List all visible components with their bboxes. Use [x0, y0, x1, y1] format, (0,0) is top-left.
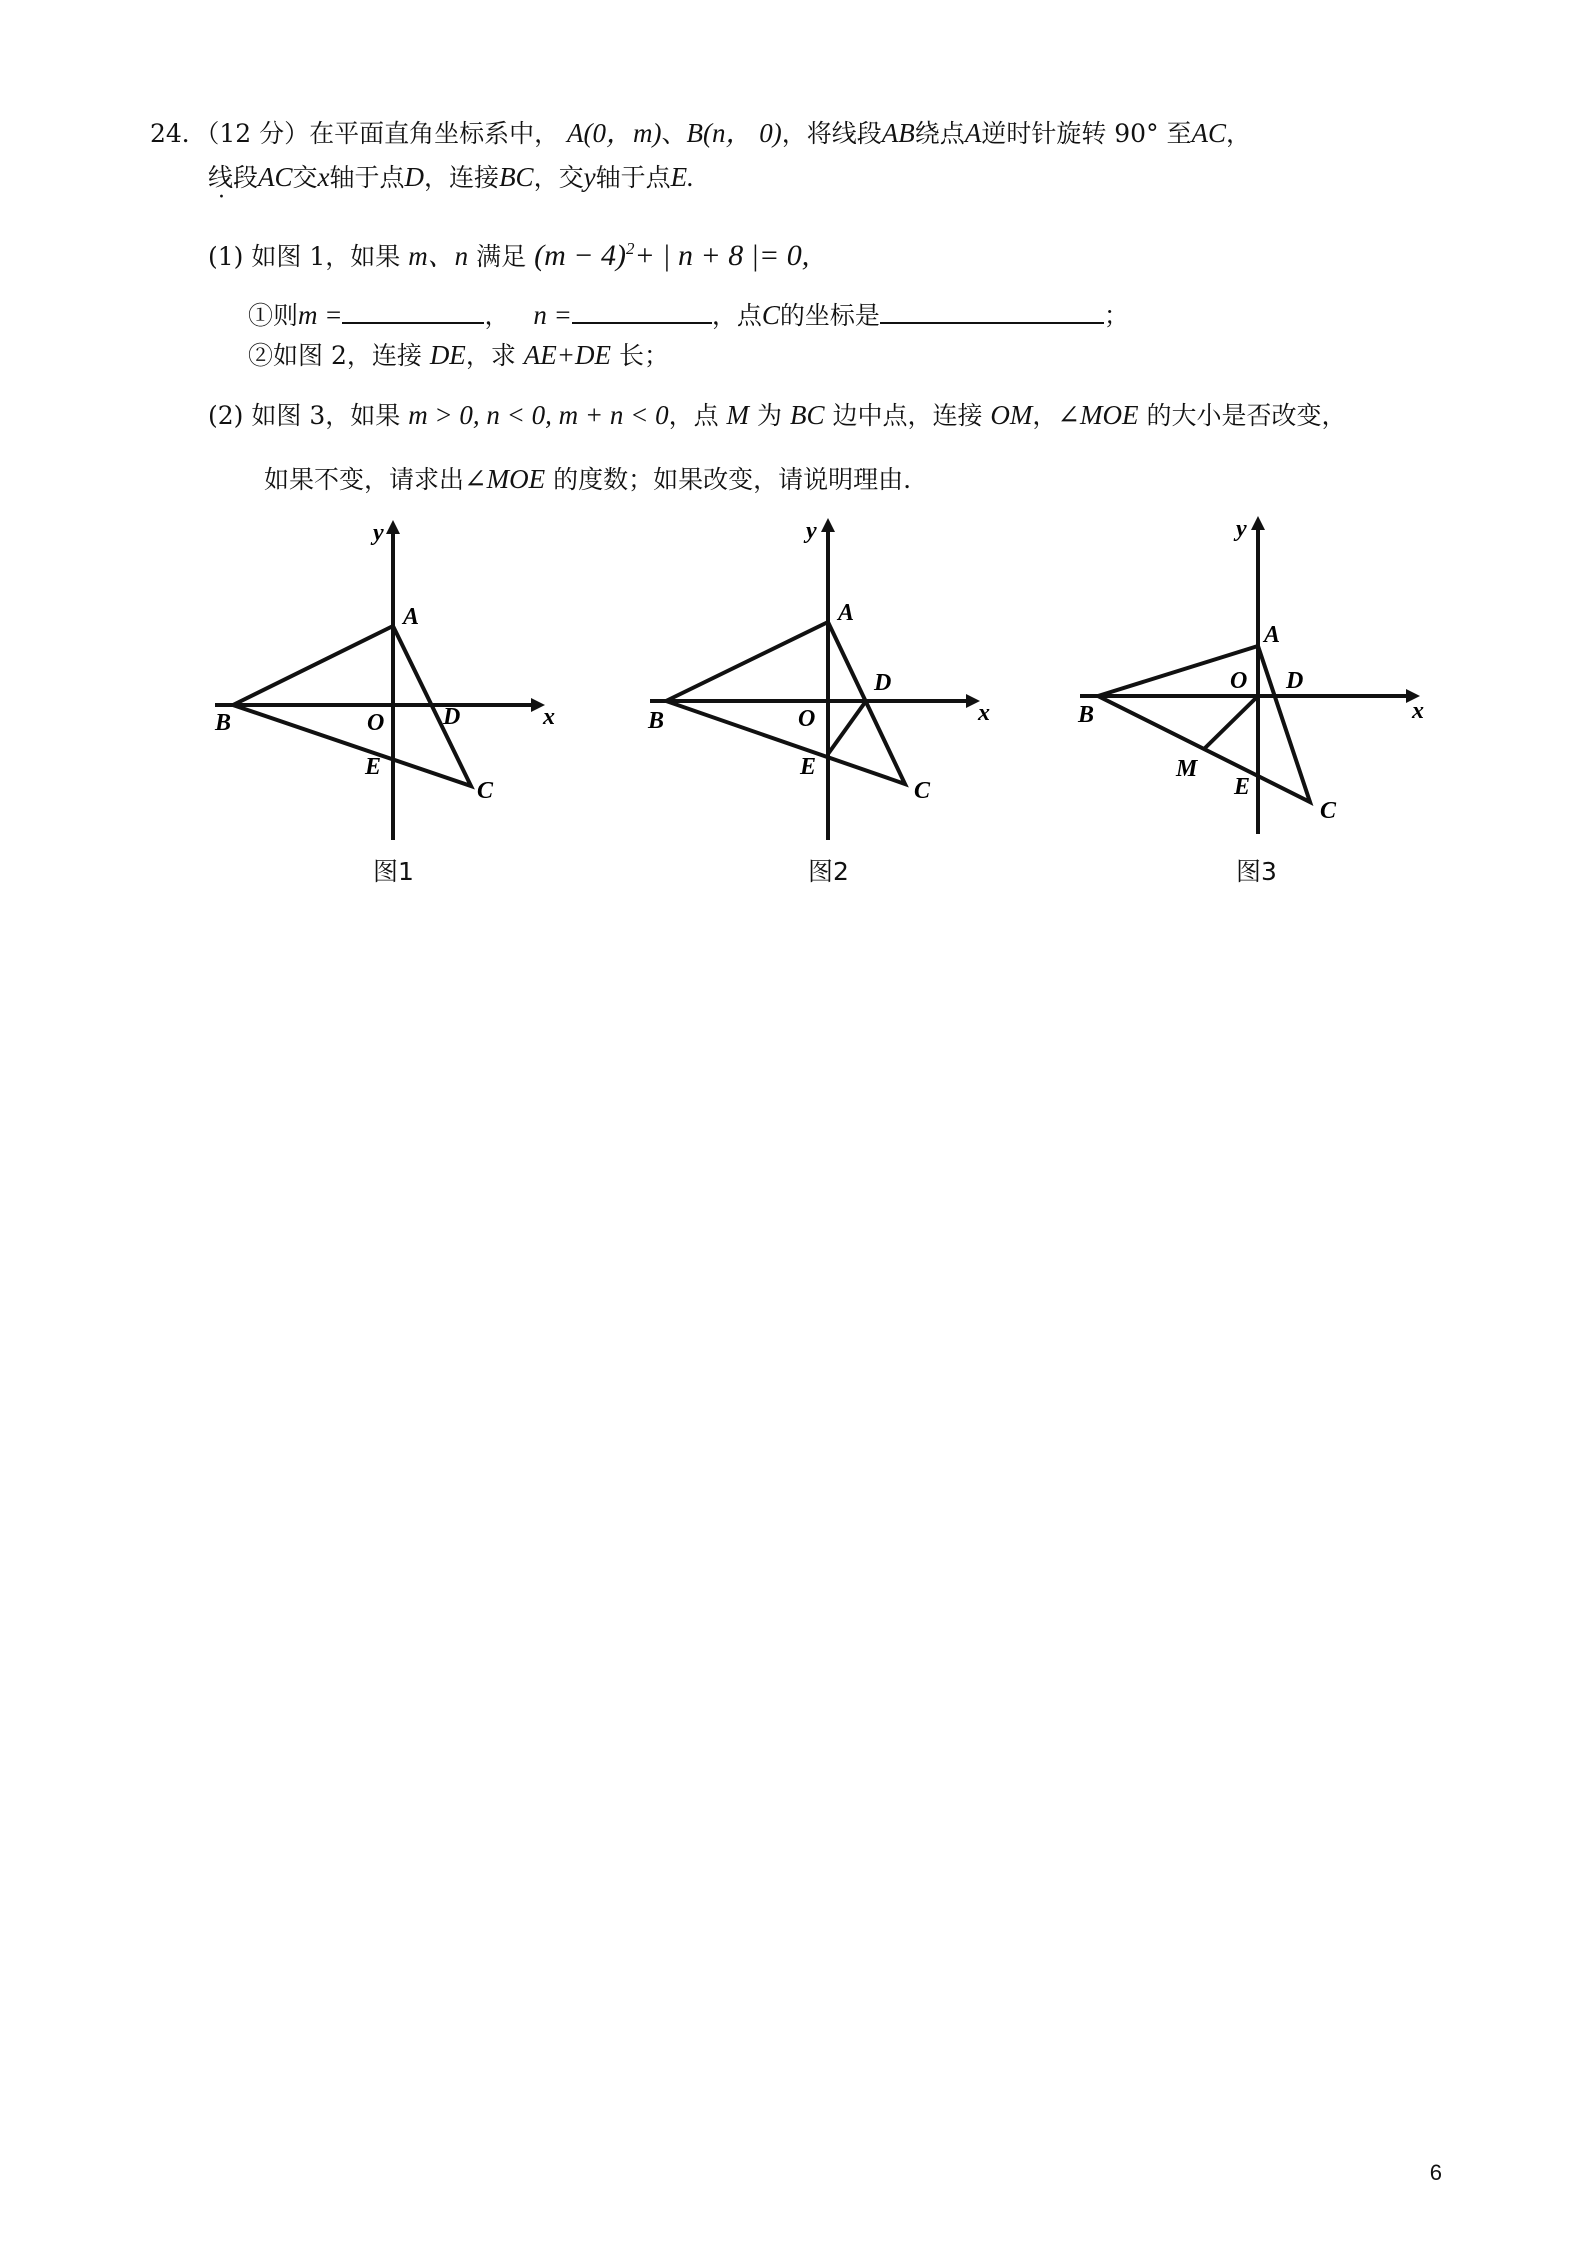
figure-2-graph — [640, 518, 1010, 843]
question-text: ，求 — [465, 341, 516, 370]
label-b: B — [215, 710, 232, 736]
figure-3 — [1070, 516, 1440, 886]
variable-m: m = — [298, 300, 343, 330]
axis-name: y — [583, 162, 596, 192]
part-text: ，点 — [668, 401, 719, 430]
part-label: (2) — [208, 401, 244, 430]
part2-line-1 — [208, 398, 1347, 433]
problem-line-1 — [150, 116, 1251, 151]
problem-text: 交 — [292, 163, 318, 192]
figure-caption: 图2 — [808, 857, 849, 886]
label-a: A — [403, 604, 420, 630]
point-label: D — [404, 162, 425, 192]
segment-bc: BC — [499, 162, 534, 192]
answer-blank-c[interactable] — [880, 296, 1104, 324]
label-d: D — [874, 670, 892, 696]
segment-ab: AB — [881, 118, 915, 148]
problem-text: ，连接 — [424, 163, 500, 192]
segment-om — [1204, 696, 1258, 749]
segment-ac: AC — [1191, 118, 1227, 148]
part-label: (1) — [208, 242, 244, 271]
variables: m、n — [408, 241, 469, 271]
problem-text: 轴于点 — [595, 163, 671, 192]
segment-om: OM — [990, 400, 1033, 430]
point-b: B(n， 0) — [686, 118, 782, 148]
label-d: D — [443, 704, 461, 730]
segment-ac: AC — [258, 162, 293, 192]
expression: AE+DE — [523, 340, 611, 370]
segment-de: DE — [429, 340, 466, 370]
formula-rest: + | n + 8 |= 0, — [634, 239, 810, 272]
part-text: 为 — [757, 401, 783, 430]
condition: m > 0, n < 0, m + n < 0 — [408, 400, 669, 430]
axis-name: x — [317, 162, 330, 192]
label-y: y — [1236, 516, 1247, 542]
question-text: ①则 — [248, 301, 299, 330]
label-o: O — [1230, 668, 1248, 694]
problem-text: 线段 — [208, 163, 259, 192]
part-text: 满足 — [476, 242, 527, 271]
label-c: C — [914, 778, 931, 804]
point-label: E. — [670, 162, 694, 192]
problem-text: ， — [1226, 119, 1252, 148]
figure-3-graph — [1070, 516, 1440, 841]
label-c: C — [1320, 798, 1337, 824]
variable-n: n = — [533, 300, 572, 330]
answer-blank-n[interactable] — [572, 296, 712, 324]
point-a: A(0，m) — [567, 118, 662, 148]
label-b: B — [648, 708, 665, 734]
problem-number: 24． — [150, 119, 207, 148]
label-y: y — [806, 518, 817, 544]
label-c: C — [477, 778, 494, 804]
label-d: D — [1286, 668, 1304, 694]
label-o: O — [798, 706, 816, 732]
y-arrow — [821, 518, 835, 532]
problem-text: 轴于点 — [329, 163, 405, 192]
part-text: ， — [1032, 401, 1058, 430]
label-m: M — [1176, 756, 1198, 782]
point-label: M — [726, 400, 750, 430]
part1-line-1 — [208, 232, 809, 274]
figure-1 — [205, 520, 575, 886]
y-arrow — [1251, 516, 1265, 530]
problem-line-2 — [208, 160, 694, 195]
problem-text: 逆时针旋转 90° 至 — [981, 119, 1192, 148]
point-label: C — [761, 300, 780, 330]
question-text: 长； — [618, 341, 669, 370]
part-text: 的度数；如果改变，请说明理由. — [553, 465, 912, 494]
angle: ∠MOE — [464, 464, 546, 494]
segment-bc: BC — [789, 400, 825, 430]
problem-text: 绕点 — [914, 119, 965, 148]
part-text: 的大小是否改变， — [1146, 401, 1347, 430]
label-x: x — [543, 704, 555, 730]
figure-2 — [640, 518, 1010, 886]
problem-text: ，交 — [533, 163, 584, 192]
label-a: A — [838, 600, 855, 626]
question-text: ， — [484, 301, 510, 330]
label-y: y — [373, 520, 384, 546]
label-o: O — [367, 710, 385, 736]
part-text: 如图 3，如果 — [251, 401, 401, 430]
formula — [534, 239, 809, 272]
problem-score: （12 分） — [206, 119, 310, 148]
answer-blank-m[interactable] — [342, 296, 484, 324]
figure-caption: 图3 — [1236, 857, 1277, 886]
question-text: ； — [1103, 301, 1129, 330]
figure-caption: 图1 — [373, 857, 414, 886]
segment-de — [828, 701, 866, 754]
question-text: ②如图 2，连接 — [248, 341, 422, 370]
page-number: 6 — [1429, 2160, 1442, 2185]
problem-text: 在平面直角坐标系中， — [309, 119, 560, 148]
part-text: 如图 1，如果 — [251, 242, 401, 271]
formula-exponent: 2 — [626, 239, 635, 258]
figure-1-graph — [205, 520, 575, 845]
question-text: ，点 — [711, 301, 762, 330]
angle: ∠MOE — [1057, 400, 1139, 430]
y-arrow — [386, 520, 400, 534]
problem-text: ，将线段 — [781, 119, 882, 148]
label-e: E — [365, 754, 382, 780]
triangle-abc — [1098, 646, 1310, 802]
label-e: E — [1234, 774, 1251, 800]
part1-question-2 — [248, 338, 669, 373]
part-text: 如果不变，请求出 — [264, 465, 465, 494]
label-a: A — [1264, 622, 1281, 648]
part-text: 边中点，连接 — [832, 401, 983, 430]
label-x: x — [978, 700, 990, 726]
label-x: x — [1412, 698, 1424, 724]
part1-question-1 — [248, 296, 1129, 333]
label-e: E — [800, 754, 817, 780]
formula-base: (m − 4) — [534, 239, 626, 272]
point-label: A — [964, 118, 982, 148]
arrow-heads — [1251, 516, 1420, 703]
label-b: B — [1078, 702, 1095, 728]
question-text: 的坐标是 — [779, 301, 880, 330]
separator: 、 — [661, 119, 687, 148]
part2-line-2 — [264, 462, 911, 497]
